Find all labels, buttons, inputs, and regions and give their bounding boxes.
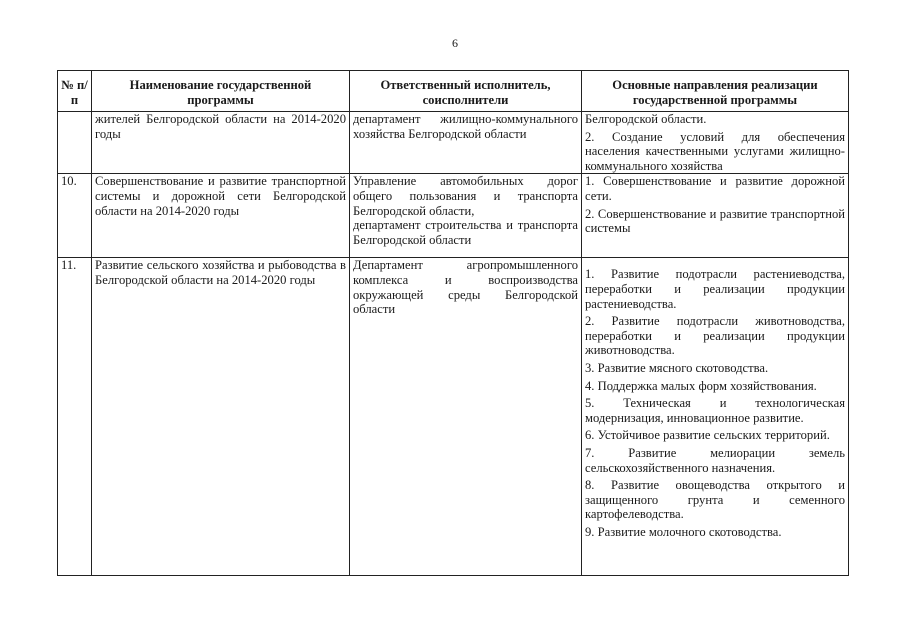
row-directions bbox=[582, 112, 849, 174]
row-executor bbox=[350, 112, 582, 174]
direction-item: 7. Развитие мелиорации земель сельскохозяйственного назначения. bbox=[585, 445, 845, 475]
direction-item: 2. Создание условий для обеспечения населения качественными услугами жилищно-коммунального хозяйства bbox=[585, 129, 845, 173]
page-number: 6 bbox=[452, 36, 458, 50]
table-header-row bbox=[58, 71, 849, 112]
direction-item: 4. Поддержка малых форм хозяйствования. bbox=[585, 378, 817, 393]
row-executor bbox=[350, 174, 582, 258]
direction-item: 2. Совершенствование и развитие транспортной системы bbox=[585, 206, 845, 236]
row-program: жителей Белгородской области на 2014-2020 годы bbox=[92, 112, 350, 174]
direction-item: 1. Совершенствование и развитие дорожной сети. bbox=[585, 174, 845, 203]
row-program: Развитие сельского хозяйства и рыбоводства в Белгородской области на 2014-2020 годы bbox=[92, 258, 350, 576]
row-num: 11. bbox=[58, 258, 92, 576]
table-row bbox=[58, 112, 849, 174]
row-directions bbox=[582, 258, 849, 576]
executor-line: Департамент агропромышленного комплекса и воспроизводства окружающей среды Белгородской области bbox=[353, 258, 578, 317]
header-program: Наименование государственной программы bbox=[92, 71, 350, 112]
row-num: 10. bbox=[58, 174, 92, 258]
direction-item: 3. Развитие мясного скотоводства. bbox=[585, 360, 769, 375]
executor-line: департамент строительства и транспорта Белгородской области bbox=[353, 218, 578, 247]
executor-line: Управление автомобильных дорог общего пользования и транспорта Белгородской области, bbox=[353, 174, 578, 218]
table-row bbox=[58, 258, 849, 576]
table-row bbox=[58, 174, 849, 258]
programs-table bbox=[57, 70, 849, 576]
direction-item: 9. Развитие молочного скотоводства. bbox=[585, 524, 782, 539]
executor-line: департамент жилищно-коммунального хозяйства Белгородской области bbox=[353, 112, 578, 141]
direction-item: Белгородской области. bbox=[585, 112, 707, 126]
header-num: № п/п bbox=[58, 71, 92, 112]
row-program: Совершенствование и развитие транспортной системы и дорожной сети Белгородской области на 2014-2020 годы bbox=[92, 174, 350, 258]
header-executor: Ответственный исполнитель, соисполнители bbox=[350, 71, 582, 112]
row-num bbox=[58, 112, 92, 174]
header-directions: Основные направления реализации государственной программы bbox=[582, 71, 849, 112]
direction-item: 8. Развитие овощеводства открытого и защищенного грунта и семенного картофелеводства. bbox=[585, 478, 845, 522]
direction-item: 2. Развитие подотрасли животноводства, переработки и реализации продукции животноводства. bbox=[585, 314, 845, 358]
direction-item: 1. Развитие подотрасли растениеводства, переработки и реализации продукции растениеводства. bbox=[585, 267, 845, 311]
direction-item: 6. Устойчивое развитие сельских территорий. bbox=[585, 428, 830, 443]
row-directions bbox=[582, 174, 849, 258]
row-executor bbox=[350, 258, 582, 576]
direction-item: 5. Техническая и технологическая модернизация, инновационное развитие. bbox=[585, 396, 845, 425]
